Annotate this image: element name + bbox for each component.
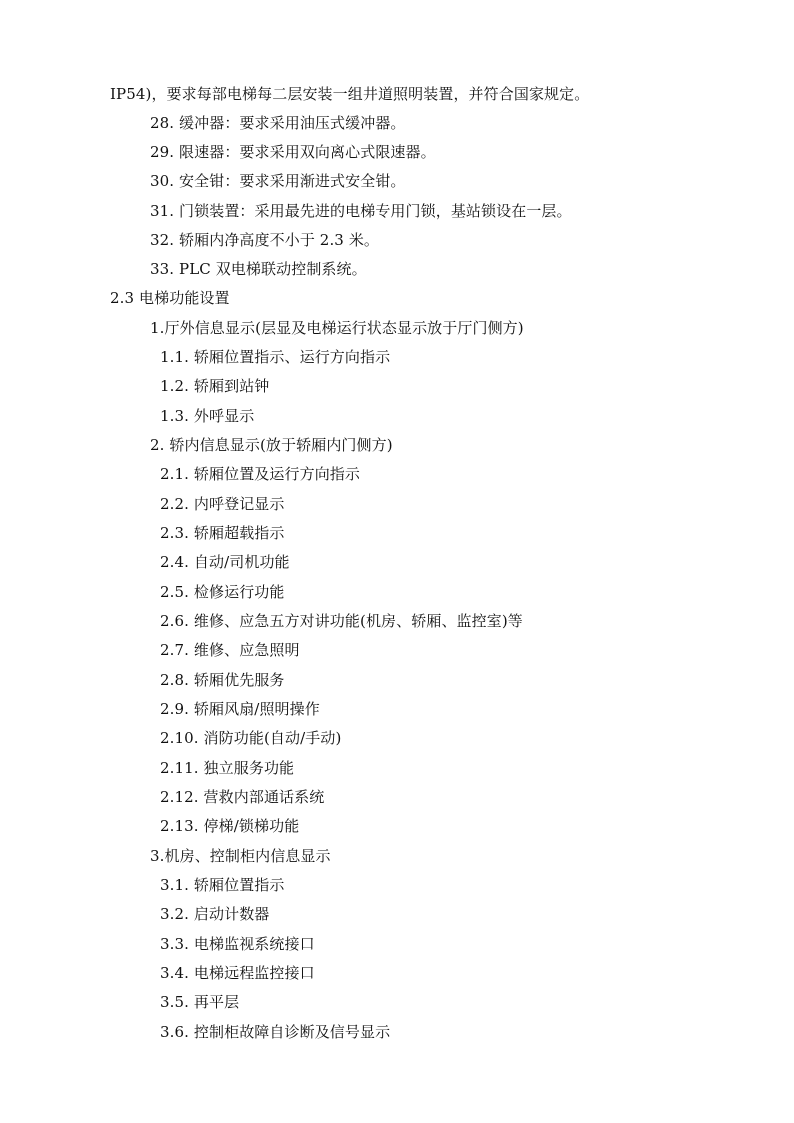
- item-number: 2.12.: [160, 788, 199, 806]
- item-text: 电梯监视系统接口: [193, 935, 315, 953]
- list-item: [160, 464, 360, 484]
- item-number: 1.2.: [160, 377, 190, 395]
- item-text: 轿厢超载指示: [193, 524, 285, 542]
- list-item: [150, 171, 406, 191]
- list-item: [160, 875, 285, 895]
- item-text: 启动计数器: [193, 905, 270, 923]
- list-item: [150, 230, 379, 250]
- item-number: 1.3.: [160, 407, 190, 425]
- list-item: [160, 699, 320, 719]
- item-number: 2.2.: [160, 495, 190, 513]
- list-item: [160, 406, 254, 426]
- item-number: 28.: [150, 114, 175, 132]
- group-heading-text: 1.厅外信息显示(层显及电梯运行状态显示放于厅门侧方): [150, 319, 524, 337]
- item-number: 3.3.: [160, 935, 190, 953]
- item-text: 轿厢位置指示: [193, 876, 285, 894]
- list-item: [160, 640, 300, 660]
- group-heading: [150, 435, 393, 455]
- item-number: 3.1.: [160, 876, 190, 894]
- item-number: 2.9.: [160, 700, 190, 718]
- item-text: 营救内部通话系统: [203, 788, 325, 806]
- item-number: 29.: [150, 143, 175, 161]
- group-heading-text: 3.机房、控制柜内信息显示: [150, 847, 331, 865]
- item-text: 独立服务功能: [203, 759, 295, 777]
- item-text: 轿厢内净高度不小于 2.3 米。: [179, 231, 380, 249]
- group-heading-text: 2. 轿内信息显示(放于轿厢内门侧方): [150, 436, 393, 454]
- group-heading: [150, 318, 524, 338]
- item-number: 3.6.: [160, 1023, 190, 1041]
- item-text: 维修、应急照明: [193, 641, 300, 659]
- item-text: 维修、应急五方对讲功能(机房、轿厢、监控室)等: [193, 612, 523, 630]
- item-number: 2.4.: [160, 553, 190, 571]
- list-item: [160, 758, 294, 778]
- item-number: 2.10.: [160, 729, 199, 747]
- item-text: 外呼显示: [193, 407, 255, 425]
- item-text: 轿厢位置指示、运行方向指示: [193, 348, 391, 366]
- list-item: [160, 494, 285, 514]
- item-text: 轿厢风扇/照明操作: [193, 700, 320, 718]
- item-number: 2.6.: [160, 612, 190, 630]
- list-item: [160, 670, 285, 690]
- list-item: [150, 142, 436, 162]
- list-item: [160, 611, 523, 631]
- item-number: 33.: [150, 260, 175, 278]
- item-number: 2.5.: [160, 583, 190, 601]
- item-number: 1.1.: [160, 348, 190, 366]
- item-text: 门锁装置：采用最先进的电梯专用门锁，基站锁设在一层。: [179, 202, 572, 220]
- item-number: 3.5.: [160, 993, 190, 1011]
- item-number: 32.: [150, 231, 175, 249]
- list-item: [160, 347, 390, 367]
- item-number: 30.: [150, 172, 175, 190]
- list-item: [160, 963, 315, 983]
- item-number: 2.1.: [160, 465, 190, 483]
- item-text: 控制柜故障自诊断及信号显示: [193, 1023, 391, 1041]
- item-text: 轿厢优先服务: [193, 671, 285, 689]
- item-text: 轿厢到站钟: [193, 377, 270, 395]
- item-text: 轿厢位置及运行方向指示: [193, 465, 361, 483]
- item-text: PLC 双电梯联动控制系统。: [179, 260, 367, 278]
- list-item: [160, 376, 269, 396]
- item-text: 安全钳：要求采用渐进式安全钳。: [179, 172, 406, 190]
- item-number: 2.11.: [160, 759, 199, 777]
- list-item: [160, 1022, 390, 1042]
- item-text: 电梯远程监控接口: [193, 964, 315, 982]
- item-number: 2.3.: [160, 524, 190, 542]
- list-item: [160, 523, 285, 543]
- list-item: [160, 816, 299, 836]
- item-number: 3.4.: [160, 964, 190, 982]
- item-text: 自动/司机功能: [193, 553, 290, 571]
- list-item: [160, 992, 239, 1012]
- item-number: 2.7.: [160, 641, 190, 659]
- section-heading: [110, 288, 230, 308]
- section-number: 2.3: [110, 289, 135, 307]
- list-item: [150, 201, 572, 221]
- list-item: [160, 582, 285, 602]
- item-text: 缓冲器：要求采用油压式缓冲器。: [179, 114, 406, 132]
- item-text: 检修运行功能: [193, 583, 285, 601]
- item-text: 再平层: [193, 993, 240, 1011]
- section-title: 电梯功能设置: [139, 289, 230, 307]
- continuation-line: [110, 84, 589, 104]
- list-item: [160, 728, 341, 748]
- item-text: 限速器：要求采用双向离心式限速器。: [179, 143, 436, 161]
- item-text: 消防功能(自动/手动): [203, 729, 342, 747]
- item-text: 内呼登记显示: [193, 495, 285, 513]
- list-item: [160, 787, 324, 807]
- list-item: [150, 113, 406, 133]
- item-number: 3.2.: [160, 905, 190, 923]
- group-heading: [150, 846, 331, 866]
- item-number: 31.: [150, 202, 175, 220]
- item-number: 2.8.: [160, 671, 190, 689]
- list-item: [150, 259, 367, 279]
- list-item: [160, 904, 269, 924]
- list-item: [160, 552, 290, 572]
- item-number: 2.13.: [160, 817, 199, 835]
- list-item: [160, 934, 315, 954]
- continuation-text: IP54)，要求每部电梯每二层安装一组井道照明装置，并符合国家规定。: [110, 85, 590, 103]
- item-text: 停梯/锁梯功能: [203, 817, 300, 835]
